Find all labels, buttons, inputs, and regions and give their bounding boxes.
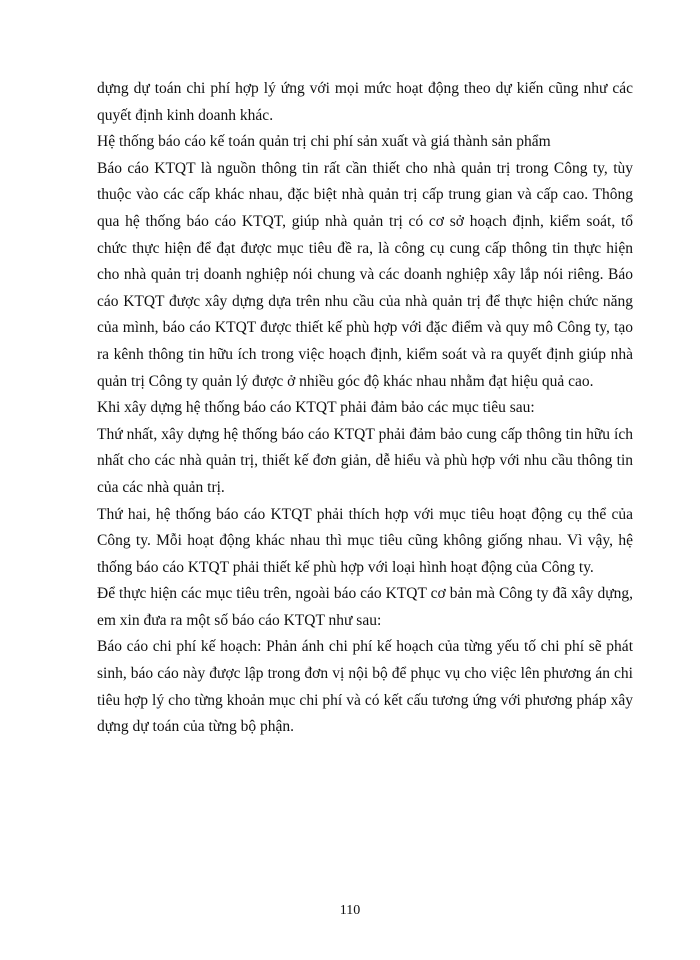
paragraph-proposal-lead: Để thực hiện các mục tiêu trên, ngoài báo cáo KTQT cơ bản mà Công ty đã xây dựng, em xin đưa ra một số báo cáo KTQT như sau: xyxy=(97,585,633,629)
paragraph-continuation: dựng dự toán chi phí hợp lý ứng với mọi mức hoạt động theo dự kiến cũng như các quyết định kinh doanh khác. xyxy=(97,80,633,124)
paragraph-objective-first: Thứ nhất, xây dựng hệ thống báo cáo KTQT phải đảm bảo cung cấp thông tin hữu ích nhất cho các nhà quản trị, thiết kế đơn giản, dễ hiểu và phù hợp với nhu cầu thông tin của các nhà quản trị. xyxy=(97,425,633,496)
body-text xyxy=(97,76,633,741)
paragraph-planned-cost-report: Báo cáo chi phí kế hoạch: Phản ánh chi phí kế hoạch của từng yếu tố chi phí sẽ phát sinh, báo cáo này được lập trong đơn vị nội bộ để phục vụ cho việc lên phương án chi tiêu hợp lý cho từng khoản mục chi phí và có kết cấu tương ứng với phương pháp xây dựng dự toán của từng bộ phận. xyxy=(97,638,633,736)
paragraph-objective-second: Thứ hai, hệ thống báo cáo KTQT phải thích hợp với mục tiêu hoạt động cụ thể của Công ty. Mỗi hoạt động khác nhau thì mục tiêu cũng không giống nhau. Vì vậy, hệ thống báo cáo KTQT phải thiết kế phù hợp với loại hình hoạt động của Công ty. xyxy=(97,505,633,576)
paragraph-report-intro: Báo cáo KTQT là nguồn thông tin rất cần thiết cho nhà quản trị trong Công ty, tùy thuộc vào các cấp khác nhau, đặc biệt nhà quản trị cấp trung gian và cấp cao. Thông qua hệ thống báo cáo KTQT, giúp nhà quản trị có cơ sở hoạch định, kiểm soát, tổ chức thực hiện để đạt được mục tiêu đề ra, là công cụ cung cấp thông tin thực hiện cho nhà quản trị doanh nghiệp nói chung và các doanh nghiệp xây lắp nói riêng. Báo cáo KTQT được xây dựng dựa trên nhu cầu của nhà quản trị để thực hiện chức năng của mình, báo cáo KTQT được thiết kế phù hợp với đặc điểm và quy mô Công ty, tạo ra kênh thông tin hữu ích trong việc hoạch định, kiểm soát và ra quyết định giúp nhà quản trị Công ty quản lý được ở nhiều góc độ khác nhau nhằm đạt hiệu quả cao. xyxy=(97,159,633,390)
paragraph-objectives-lead: Khi xây dựng hệ thống báo cáo KTQT phải đảm bảo các mục tiêu sau: xyxy=(97,399,535,417)
section-heading: Hệ thống báo cáo kế toán quản trị chi phí sản xuất và giá thành sản phẩm xyxy=(97,133,551,151)
page-number: 110 xyxy=(339,903,361,918)
